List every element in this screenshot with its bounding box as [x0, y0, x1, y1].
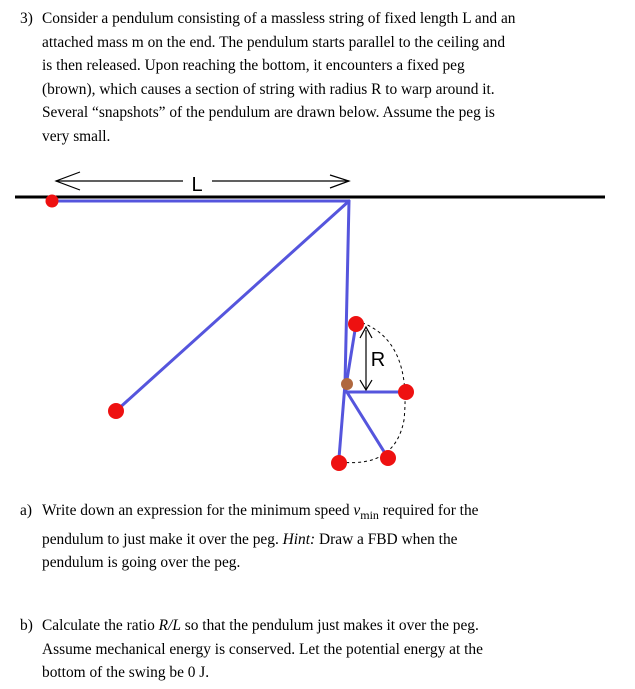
part-b-label: b)	[20, 617, 33, 634]
string-diagonal	[116, 201, 349, 411]
problem-line-3: is then released. Upon reaching the bottom, it encounters a fixed peg	[42, 57, 465, 75]
string-vertical	[345, 201, 349, 384]
part-a	[20, 499, 620, 575]
part-a-hint-text: Draw a FBD when the	[315, 530, 458, 548]
radius-label: R	[370, 349, 386, 371]
ratio-symbol: R/L	[158, 617, 181, 634]
part-a-text: Write down an expression for the minimum speed	[42, 502, 354, 519]
part-b-text: Calculate the ratio	[42, 617, 159, 634]
part-a-label: a)	[20, 502, 32, 519]
hint-label: Hint:	[282, 530, 316, 548]
part-a-text-2: pendulum to just make it over the peg.	[42, 530, 283, 548]
part-a-line-1	[42, 499, 620, 528]
pendulum-masses	[46, 195, 415, 472]
v-symbol: v	[353, 502, 361, 519]
problem-number: 3)	[20, 10, 33, 27]
length-label: L	[191, 174, 203, 196]
mass-side	[398, 384, 414, 400]
min-subscript: min	[360, 508, 379, 523]
problem-line-5: Several “snapshots” of the pendulum are drawn below. Assume the peg is	[42, 104, 495, 122]
part-b-line-2: Assume mechanical energy is conserved. Let the potential energy at the	[42, 640, 483, 658]
part-b-line-3: bottom of the swing be 0 J.	[42, 664, 210, 682]
v-min-symbol	[353, 502, 379, 523]
problem-line-2: attached mass m on the end. The pendulum starts parallel to the ceiling and	[42, 33, 506, 51]
mass-swing	[380, 450, 396, 466]
part-b	[20, 614, 620, 685]
pendulum-figure	[0, 160, 635, 480]
problem-line-4: (brown), which causes a section of string with radius R to warp around it.	[42, 80, 495, 98]
string-bottom	[339, 384, 345, 458]
peg	[341, 378, 353, 390]
mass-diagonal	[108, 403, 124, 419]
part-a-text-end: required for the	[378, 502, 479, 519]
part-b-line-1	[42, 614, 620, 638]
problem-line-6: very small.	[42, 127, 111, 145]
part-a-line-2	[42, 528, 620, 552]
mass-start	[46, 195, 59, 208]
part-a-line-3: pendulum is going over the peg.	[42, 554, 241, 572]
string-swing	[345, 389, 388, 458]
mass-bottom	[331, 455, 347, 471]
mass-top	[348, 316, 364, 332]
part-b-text-end: so that the pendulum just makes it over the peg.	[180, 617, 479, 634]
problem-line-1: Consider a pendulum consisting of a massless string of fixed length L and an	[42, 10, 516, 27]
problem-statement	[20, 7, 620, 149]
